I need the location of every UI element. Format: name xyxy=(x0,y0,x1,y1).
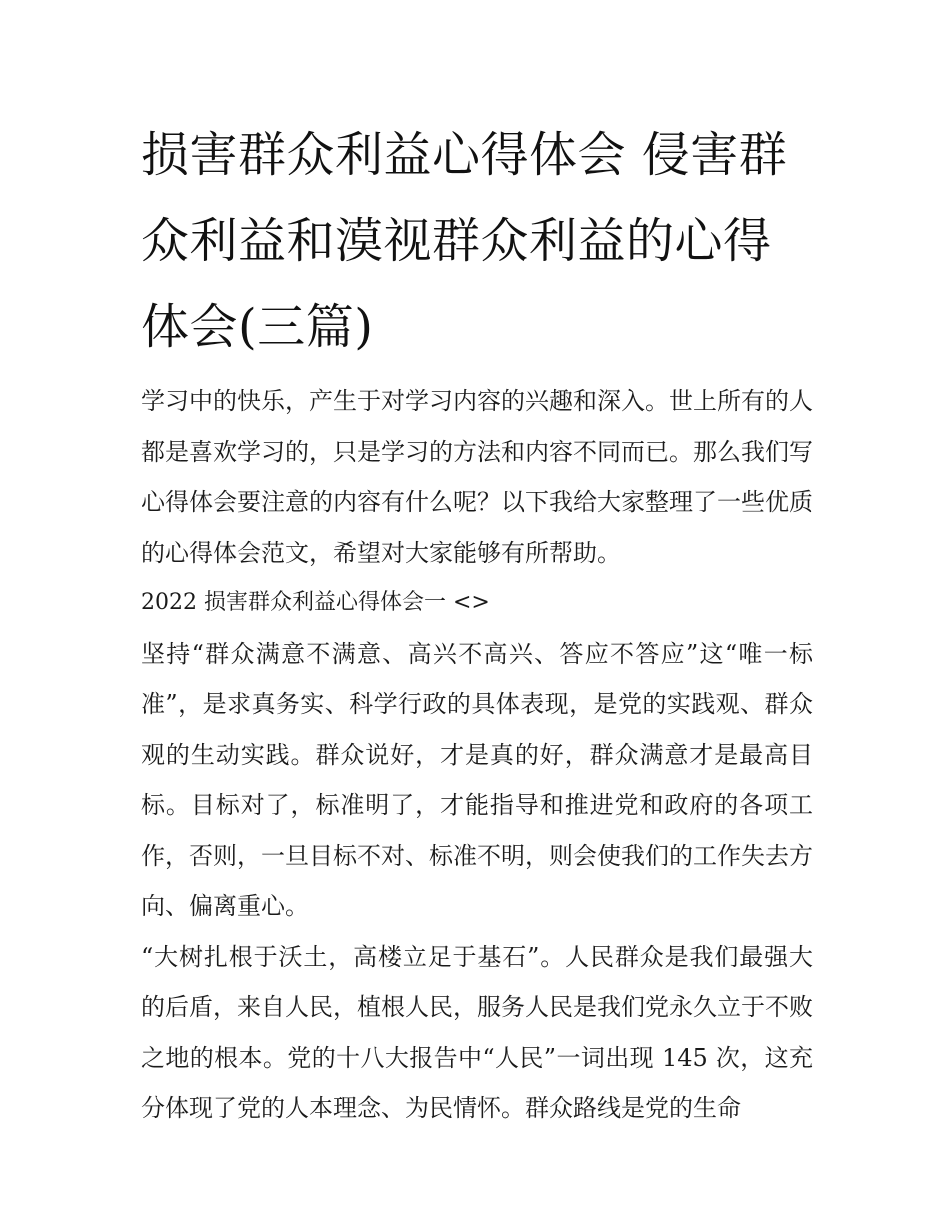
section-heading: 2022 损害群众利益心得体会一 <> xyxy=(141,590,490,615)
document-page xyxy=(141,112,813,1134)
body-paragraph: “大树扎根于沃土，高楼立足于基石”。人民群众是我们最强大的后盾，来自人民，植根人民，服务人民是我们党永久立于不败之地的根本。党的十八大报告中“人民”一词出现 145 次，这充分体现了党的人本理念、为民情怀。群众路线是党的生命 xyxy=(141,942,813,1122)
document-title: 损害群众利益心得体会 侵害群众利益和漠视群众利益的心得体会(三篇) xyxy=(141,127,788,355)
document-body xyxy=(141,376,813,1134)
intro-paragraph: 学习中的快乐，产生于对学习内容的兴趣和深入。世上所有的人都是喜欢学习的，只是学习的方法和内容不同而已。那么我们写心得体会要注意的内容有什么呢？以下我给大家整理了一些优质的心得体会范文，希望对大家能够有所帮助。 xyxy=(141,387,813,567)
body-paragraph: 坚持“群众满意不满意、高兴不高兴、答应不答应”这“唯一标准”，是求真务实、科学行政的具体表现，是党的实践观、群众观的生动实践。群众说好，才是真的好，群众满意才是最高目标。目标对了，标准明了，才能指导和推进党和政府的各项工作，否则，一旦目标不对、标准不明，则会使我们的工作失去方向、偏离重心。 xyxy=(141,639,813,920)
